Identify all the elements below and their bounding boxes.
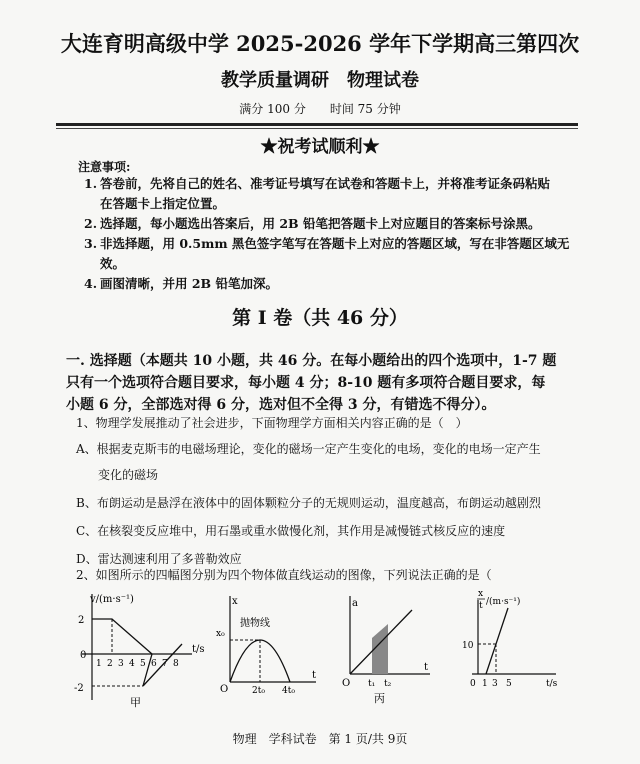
exam-title-line1: 大连育明高级中学 2025-2026 学年下学期高三第四次 (60, 31, 580, 56)
q2-stem: 2、如图所示的四幅图分别为四个物体做直线运动的图像，下列说法正确的是（ (76, 568, 492, 582)
origin-label: O (220, 684, 229, 695)
ratio-line (486, 608, 508, 674)
graph-bing (338, 590, 438, 710)
curve-label: 抛物线 (240, 618, 270, 629)
q1-option-b: B、布朗运动是悬浮在液体中的固体颗粒分子的无规则运动，温度越高，布朗运动越剧烈 (76, 496, 541, 510)
x-tick: 7 (162, 659, 168, 669)
y-tick: 0 (80, 650, 87, 661)
q1-option-a: A、根据麦克斯韦的电磁场理论，变化的磁场一定产生变化的电场，变化的电场一定产生 (76, 442, 541, 456)
graph-caption: 丙 (374, 692, 385, 705)
x-axis-label: t (312, 670, 317, 681)
velocity-line (92, 619, 152, 686)
q1-stem: 1、物理学发展推动了社会进步，下面物理学方面相关内容正确的是（ ） (76, 416, 468, 430)
header-rule-thick (56, 123, 578, 126)
exam-title-line2: 教学质量调研 物理试卷 (221, 70, 419, 91)
notice-item: 4. 画图清晰，并用 2B 铅笔加深。 (84, 276, 278, 291)
graph-ding (452, 590, 562, 700)
x-tick: 1 (96, 659, 102, 669)
graph-jia (68, 590, 208, 710)
x-tick: 2 (107, 659, 113, 669)
q1-option-a-cont: 变化的磁场 (98, 468, 159, 482)
notice-item: 2. 选择题，每小题选出答案后，用 2B 铅笔把答题卡上对应题目的答案标号涂黑。 (84, 216, 541, 231)
q1-option-d: D、雷达测速利用了多普勒效应 (76, 552, 242, 566)
y-label-bottom: t (479, 601, 483, 611)
part1-instructions: 一. 选择题（本题共 10 小题，共 46 分。在每小题给出的四个选项中，1-7 题 只有一个选项符合题目要求，每小题 4 分；8-10 题有多项符合题目要求，每 小题 6 分，全部选对得 6 分，选对但不全得 3 分，有错选不得分）。 (66, 353, 557, 413)
question-1 (76, 414, 596, 568)
notice-list (84, 174, 584, 294)
x-tick: 1 (482, 679, 488, 689)
graph-yi (212, 590, 322, 700)
page-footer: 物理 学科试卷 第 1 页/共 9页 (232, 732, 408, 746)
origin-label: O (342, 678, 351, 689)
y-axis-label: x (232, 596, 238, 607)
t2-label: t₂ (384, 679, 392, 689)
notice-item-cont: 效。 (100, 256, 126, 271)
notice-item: 1. 答卷前，先将自己的姓名、准考证号填写在试卷和答题卡上，并将准考证条码粘贴 (84, 176, 551, 191)
x0-label: x₀ (216, 629, 225, 639)
y-tick: 2 (78, 615, 85, 626)
header-rule-thin (56, 128, 578, 129)
x-tick: 5 (140, 659, 146, 669)
notice-heading: 注意事项: (78, 160, 131, 174)
t2-label: 4t₀ (282, 686, 295, 696)
graph-caption: 甲 (130, 696, 141, 709)
y-label-top: x (478, 590, 484, 599)
x-axis-label: t/s (546, 679, 558, 689)
notice-item: 3. 非选择题，用 0.5mm 黑色签字笔写在答题卡上对应的答题区域，写在非答题区域无 (84, 236, 570, 251)
x-tick: 8 (173, 659, 179, 669)
slogan: ★祝考试顺利★ (260, 137, 380, 157)
exam-meta: 满分 100 分 时间 75 分钟 (239, 102, 401, 116)
notice-item-cont: 在答题卡上指定位置。 (100, 196, 226, 211)
x-tick: 3 (118, 659, 124, 669)
y-label-unit: /(m·s⁻¹) (486, 597, 521, 607)
section-title: 第 I 卷（共 46 分） (232, 307, 408, 329)
y-tick: 10 (462, 641, 474, 651)
t1-label: t₁ (368, 679, 376, 689)
x-axis-label: t/s (192, 644, 205, 655)
x-axis-label: t (424, 662, 429, 673)
x-tick: 6 (151, 659, 157, 669)
y-axis-label: a (352, 598, 358, 609)
origin-label: 0 (470, 679, 476, 689)
y-tick: -2 (74, 683, 84, 694)
x-tick: 3 (492, 679, 498, 689)
t1-label: 2t₀ (252, 686, 265, 696)
y-axis-label: v/(m·s⁻¹) (90, 594, 134, 605)
x-tick: 4 (129, 659, 135, 669)
q1-option-c: C、在核裂变反应堆中，用石墨或重水做慢化剂，其作用是减慢链式核反应的速度 (76, 524, 506, 538)
x-tick: 5 (506, 679, 512, 689)
